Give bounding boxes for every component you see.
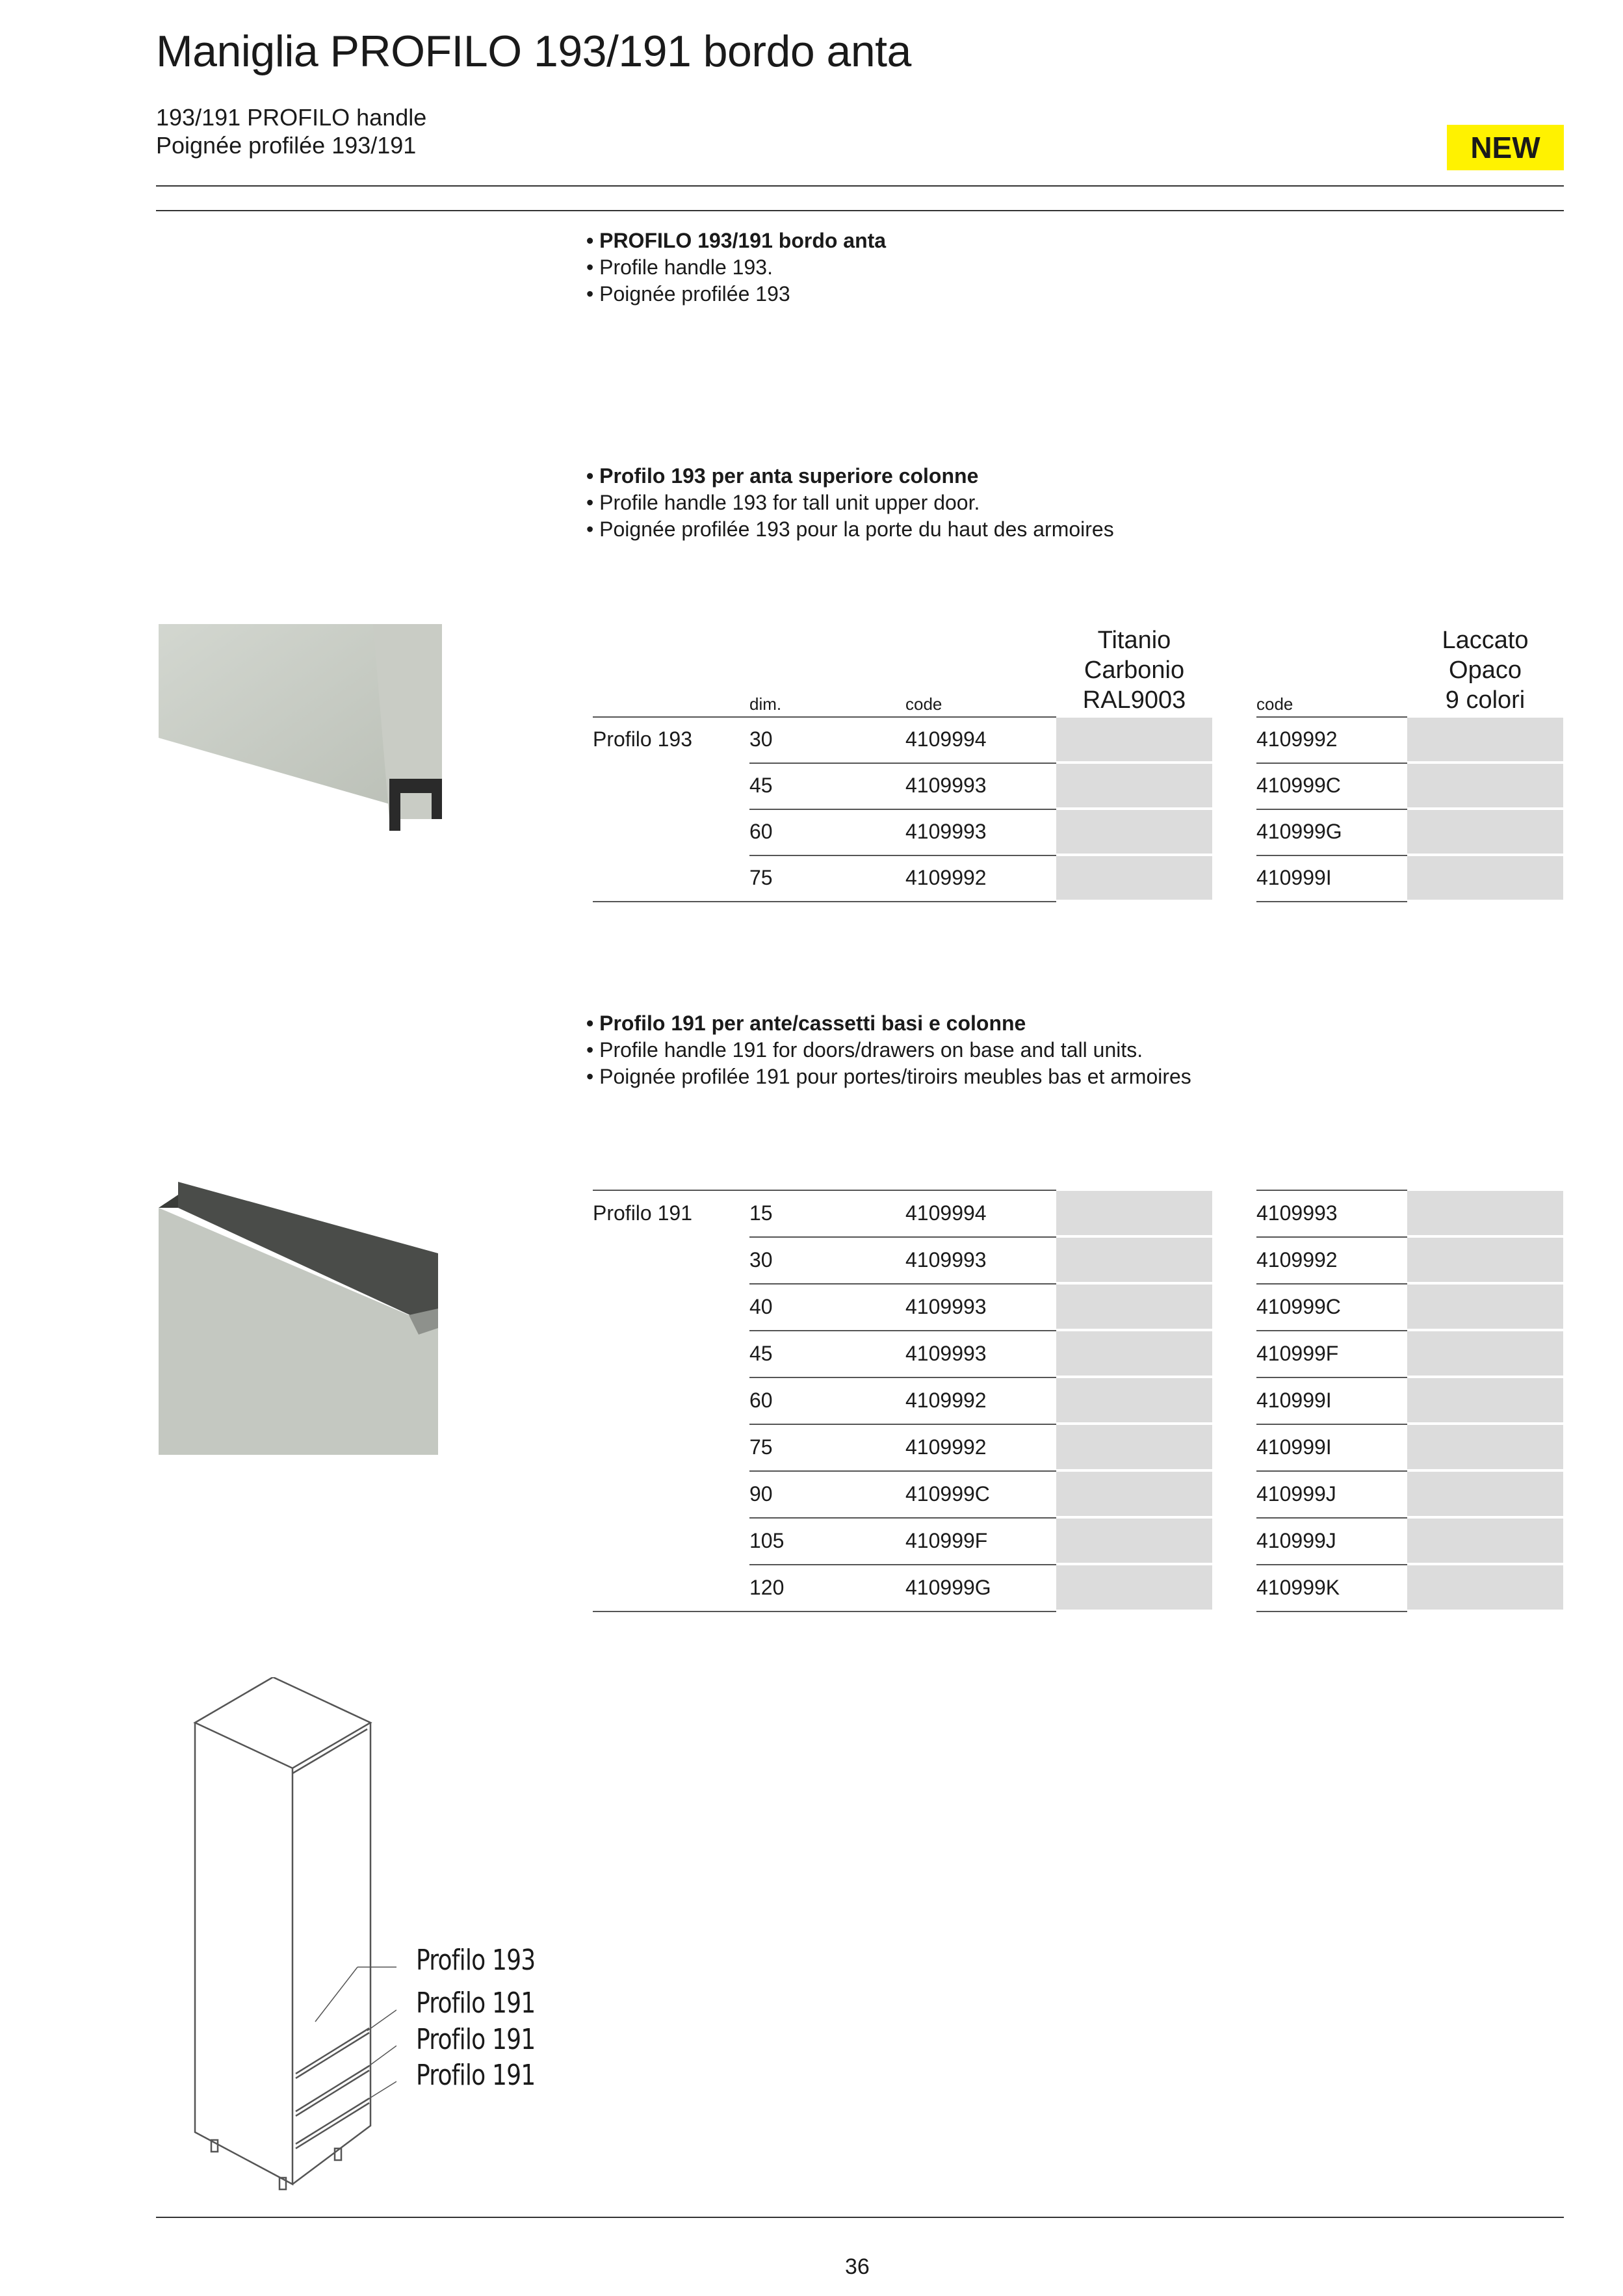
row-divider <box>749 1236 1056 1238</box>
finish2-cell <box>1407 1238 1563 1282</box>
diagram-label-profilo-191: Profilo 191 <box>416 2059 536 2092</box>
finish1-cell <box>1056 1378 1212 1422</box>
dim-header: dim. <box>749 694 782 714</box>
code2-cell: 410999C <box>1256 1295 1341 1318</box>
finish1-cell <box>1056 1238 1212 1282</box>
code1-cell: 4109993 <box>905 1342 987 1365</box>
finish2-cell <box>1407 810 1563 854</box>
row-divider <box>749 1377 1056 1378</box>
code1-cell: 4109993 <box>905 1248 987 1272</box>
finish2-cell <box>1407 718 1563 761</box>
bullet-item: • Profile handle 193 for tall unit upper door. <box>586 489 1114 516</box>
code1-cell: 4109994 <box>905 727 987 751</box>
dim-cell: 30 <box>749 1248 773 1272</box>
code2-cell: 410999J <box>1256 1529 1336 1552</box>
row-divider <box>749 1470 1056 1472</box>
finish2-cell <box>1407 1565 1563 1610</box>
code1-cell: 4109993 <box>905 774 987 797</box>
code2-cell: 410999J <box>1256 1482 1336 1506</box>
code2-cell: 410999K <box>1256 1576 1340 1599</box>
finish2-cell <box>1407 1331 1563 1376</box>
dim-cell: 15 <box>749 1201 773 1225</box>
code1-cell: 410999F <box>905 1529 988 1552</box>
finish2-cell <box>1407 1285 1563 1329</box>
dim-cell: 40 <box>749 1295 773 1318</box>
finish2-header: Laccato Opaco 9 colori <box>1442 627 1529 714</box>
row-divider <box>749 809 1056 810</box>
bullet-item: • Poignée profilée 193 pour la porte du haut des armoires <box>586 516 1114 543</box>
table-top-rule <box>1256 1190 1407 1191</box>
header-rule-bottom <box>156 210 1564 211</box>
code2-cell: 410999C <box>1256 774 1341 797</box>
dim-cell: 90 <box>749 1482 773 1506</box>
diagram-label-profilo-191: Profilo 191 <box>416 2023 536 2056</box>
code2-cell: 410999F <box>1256 1342 1339 1365</box>
finish1-cell <box>1056 764 1212 807</box>
dim-cell: 120 <box>749 1576 785 1599</box>
finish2-cell <box>1407 764 1563 807</box>
finish1-cell <box>1056 1472 1212 1516</box>
section2-bullets <box>586 463 1114 543</box>
bullet-item: • PROFILO 193/191 bordo anta <box>586 228 886 254</box>
table-top-rule <box>593 716 1056 718</box>
dim-cell: 105 <box>749 1529 785 1552</box>
code2-cell: 410999G <box>1256 820 1342 843</box>
finish1-header: Titanio Carbonio RAL9003 <box>1082 627 1186 714</box>
row-divider <box>749 1564 1056 1565</box>
bullet-item: • Poignée profilée 193 <box>586 281 886 307</box>
finish1-cell <box>1056 810 1212 854</box>
bullet-item: • Profile handle 191 for doors/drawers on base and tall units. <box>586 1037 1191 1063</box>
diagram-label-profilo-193: Profilo 193 <box>416 1944 536 1977</box>
bullet-item: • Profile handle 193. <box>586 254 886 281</box>
dim-cell: 30 <box>749 727 773 751</box>
finish1-cell <box>1056 718 1212 761</box>
code1-cell: 4109992 <box>905 1435 987 1459</box>
table-top-rule <box>593 1190 1056 1191</box>
row-divider <box>749 763 1056 764</box>
dim-cell: 75 <box>749 1435 773 1459</box>
row-divider <box>593 1611 1056 1612</box>
code1-cell: 4109992 <box>905 866 987 889</box>
dim-cell: 45 <box>749 1342 773 1365</box>
code1-cell: 410999C <box>905 1482 990 1506</box>
finish1-cell <box>1056 1519 1212 1563</box>
dim-cell: 60 <box>749 820 773 843</box>
row-divider <box>1256 1611 1407 1612</box>
row-divider <box>749 1424 1056 1425</box>
finish2-cell <box>1407 1425 1563 1469</box>
subtitle-fr: Poignée profilée 193/191 <box>156 132 417 159</box>
finish2-cell <box>1407 1472 1563 1516</box>
header-rule-top <box>156 185 1564 187</box>
code1-cell: 4109992 <box>905 1389 987 1412</box>
row-divider <box>749 1283 1056 1285</box>
row-divider <box>749 1517 1056 1519</box>
code2-header: code <box>1256 694 1293 714</box>
row-divider <box>749 1330 1056 1331</box>
row-divider <box>749 855 1056 856</box>
bullet-item: • Profilo 191 per ante/cassetti basi e colonne <box>586 1010 1191 1037</box>
code1-header: code <box>905 694 942 714</box>
finish2-cell <box>1407 1191 1563 1235</box>
code2-cell: 4109992 <box>1256 1248 1338 1272</box>
finish2-cell <box>1407 1378 1563 1422</box>
tall-unit-diagram <box>188 1677 396 2197</box>
bullet-item: • Poignée profilée 191 pour portes/tiroirs meubles bas et armoires <box>586 1063 1191 1090</box>
code2-cell: 410999I <box>1256 1389 1332 1412</box>
profilo-191-image <box>159 1182 438 1461</box>
code1-cell: 410999G <box>905 1576 991 1599</box>
profilo-193-image <box>159 624 445 832</box>
code2-cell: 410999I <box>1256 1435 1332 1459</box>
bullet-item: • Profilo 193 per anta superiore colonne <box>586 463 1114 489</box>
section1-bullets <box>586 228 886 307</box>
code2-cell: 4109992 <box>1256 727 1338 751</box>
row-label: Profilo 191 <box>593 1201 692 1225</box>
table-top-rule <box>1256 716 1407 718</box>
finish2-cell <box>1407 856 1563 900</box>
diagram-label-profilo-191: Profilo 191 <box>416 1987 536 2020</box>
dim-cell: 60 <box>749 1389 773 1412</box>
finish1-cell <box>1056 1331 1212 1376</box>
finish1-cell <box>1056 1285 1212 1329</box>
row-label: Profilo 193 <box>593 727 692 751</box>
page-number: 36 <box>845 2254 870 2279</box>
dim-cell: 75 <box>749 866 773 889</box>
finish1-cell <box>1056 856 1212 900</box>
code1-cell: 4109994 <box>905 1201 987 1225</box>
page-title: Maniglia PROFILO 193/191 bordo anta <box>156 27 911 76</box>
subtitle-en: 193/191 PROFILO handle <box>156 104 427 131</box>
code1-cell: 4109993 <box>905 1295 987 1318</box>
code2-cell: 4109993 <box>1256 1201 1338 1225</box>
row-divider <box>593 901 1056 902</box>
code2-cell: 410999I <box>1256 866 1332 889</box>
finish2-cell <box>1407 1519 1563 1563</box>
finish1-cell <box>1056 1565 1212 1610</box>
section3-bullets <box>586 1010 1191 1090</box>
finish1-cell <box>1056 1425 1212 1469</box>
dim-cell: 45 <box>749 774 773 797</box>
footer-rule <box>156 2217 1564 2218</box>
new-badge: NEW <box>1447 125 1564 170</box>
finish1-cell <box>1056 1191 1212 1235</box>
code1-cell: 4109993 <box>905 820 987 843</box>
row-divider <box>1256 901 1407 902</box>
